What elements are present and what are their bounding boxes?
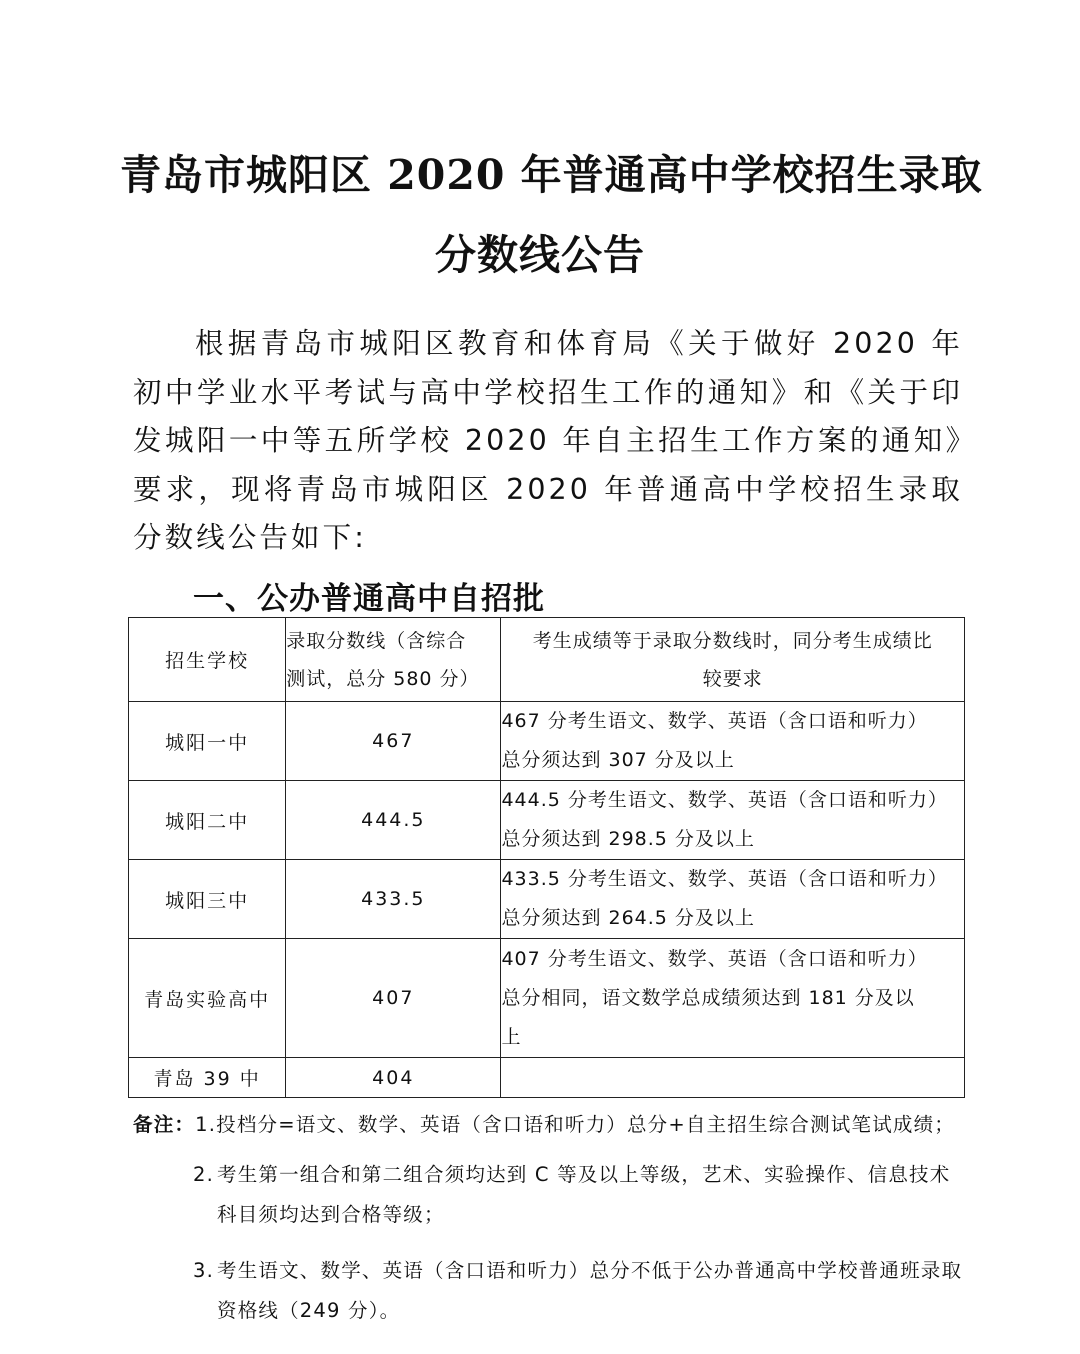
note-first-line (133, 1105, 955, 1145)
table-row (129, 939, 965, 1058)
requirement-line: 总分须达到 307 分及以上 (501, 749, 735, 771)
school-cell: 青岛 39 中 (129, 1058, 286, 1098)
table-row (129, 702, 965, 781)
document-title-line2: 分数线公告 (435, 231, 645, 279)
table-row (129, 781, 965, 860)
notes-prefix: 备注： (133, 1113, 196, 1136)
note-text: 考生第一组合和第二组合须均达到 C 等及以上等级，艺术、实验操作、信息技术科目须均达到合格等级； (217, 1163, 951, 1226)
intro-paragraph: 根据青岛市城阳区教育和体育局《关于做好 2020 年初中学业水平考试与高中学校招生工作的通知》和《关于印发城阳一中等五所学校 2020 年自主招生工作方案的通知》要求，现将青岛市城阳区 2020 年普通高中学校招生录取分数线公告如下: (133, 327, 963, 554)
school-cell: 青岛实验高中 (129, 939, 286, 1058)
note-number: 1. (195, 1113, 217, 1136)
header-score (286, 618, 501, 702)
requirement-line: 总分须达到 298.5 分及以上 (501, 828, 755, 850)
school-cell: 城阳二中 (129, 781, 286, 860)
note-number: 3. (193, 1259, 215, 1282)
requirement-cell (501, 860, 965, 939)
note-item (195, 1155, 963, 1235)
score-cell: 407 (286, 939, 501, 1058)
table-row (129, 1058, 965, 1098)
header-score-line2: 测试，总分 580 分） (286, 667, 480, 690)
note-number: 2. (193, 1163, 215, 1186)
score-cell: 444.5 (286, 781, 501, 860)
requirement-line: 433.5 分考生语文、数学、英语（含口语和听力） (501, 868, 948, 890)
header-requirement (501, 618, 965, 702)
admission-scores-table (128, 617, 965, 1098)
note-item (195, 1251, 963, 1331)
requirement-cell (501, 702, 965, 781)
header-requirement-line2: 较要求 (702, 667, 763, 690)
table-row (129, 860, 965, 939)
header-requirement-line1: 考生成绩等于录取分数线时，同分考生成绩比 (532, 629, 933, 652)
header-school: 招生学校 (129, 618, 286, 702)
score-cell: 467 (286, 702, 501, 781)
requirement-line: 444.5 分考生语文、数学、英语（含口语和听力） (501, 789, 948, 811)
requirement-line: 总分相同，语文数学总成绩须达到 181 分及以 (501, 986, 915, 1009)
section-heading: 一、公办普通高中自招批 (193, 581, 545, 617)
requirement-line: 上 (501, 1025, 522, 1048)
score-cell: 404 (286, 1058, 501, 1098)
table-header-row (129, 618, 965, 702)
document-title-line1: 青岛市城阳区 2020 年普通高中学校招生录取 (120, 151, 983, 199)
school-cell: 城阳一中 (129, 702, 286, 781)
requirement-cell (501, 1058, 965, 1098)
requirement-line: 407 分考生语文、数学、英语（含口语和听力） (501, 947, 928, 970)
school-cell: 城阳三中 (129, 860, 286, 939)
requirement-cell (501, 939, 965, 1058)
score-cell: 433.5 (286, 860, 501, 939)
header-score-line1: 录取分数线（含综合 (286, 629, 467, 652)
requirement-line: 467 分考生语文、数学、英语（含口语和听力） (501, 710, 928, 732)
requirement-cell (501, 781, 965, 860)
requirement-line: 总分须达到 264.5 分及以上 (501, 907, 755, 929)
note-text: 考生语文、数学、英语（含口语和听力）总分不低于公办普通高中学校普通班录取资格线（249 分）。 (217, 1259, 963, 1322)
note-text: 投档分=语文、数学、英语（含口语和听力）总分+自主招生综合测试笔试成绩； (216, 1113, 956, 1136)
